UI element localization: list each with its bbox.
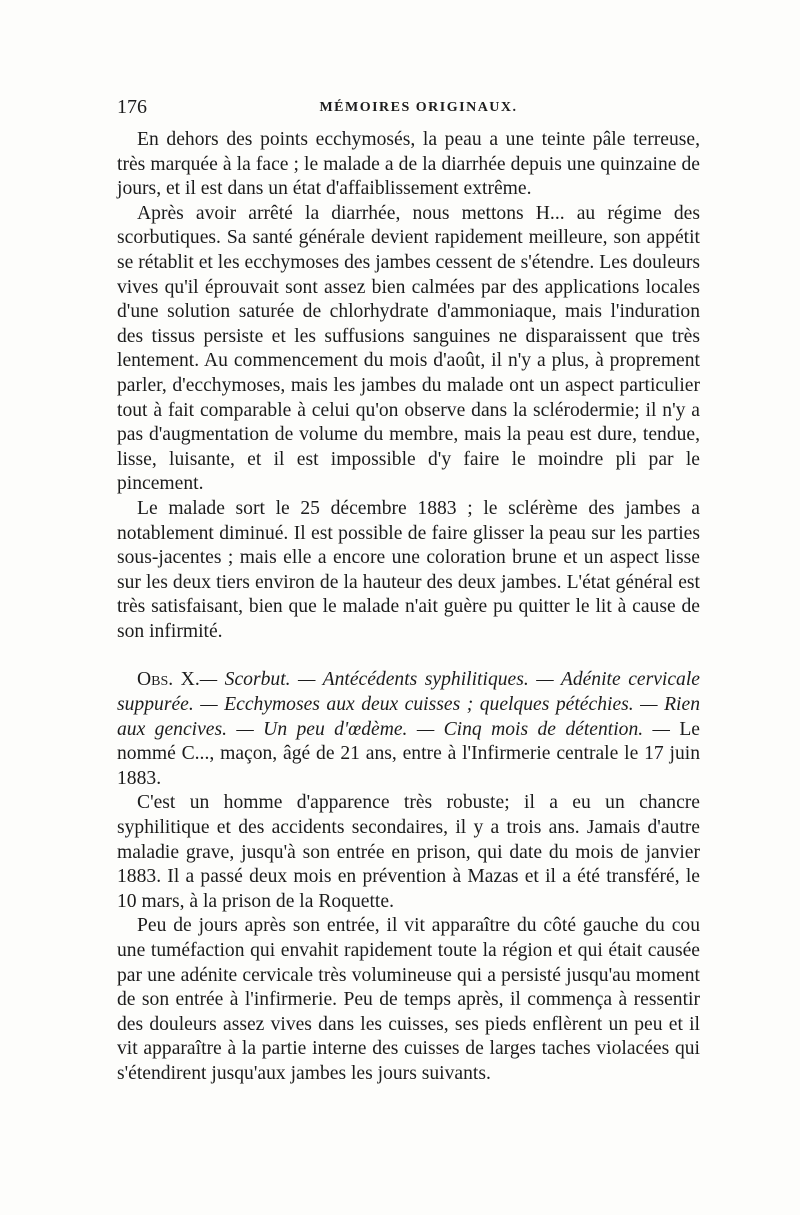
paragraph-2: Après avoir arrêté la diarrhée, nous mettons H... au régime des scorbutiques. Sa santé générale devient rapidement meilleure, son appétit se rétablit et les ecchymoses des jambes cessent de s'étendre. Les douleurs vives qu'il éprouvait sont assez bien calmées par des applications locales d'une solution saturée de chlorhydrate d'ammoniaque, mais l'induration des tissus persiste et les suffusions sanguines ne disparaissent que très lentement. Au commencement du mois d'août, il n'y a plus, à proprement parler, d'ecchymoses, mais les jambes du malade ont un aspect particulier tout à fait comparable à celui qu'on observe dans la sclérodermie; il n'y a pas d'augmentation de volume du membre, mais la peau est dure, tendue, lisse, luisante, et il est impossible d'y faire le moindre pli par le pincement.: [117, 202, 700, 495]
running-title: MÉMOIRES ORIGINAUX.: [319, 100, 518, 115]
paragraph-5: C'est un homme d'apparence très robuste; il a eu un chancre syphilitique et des accidents secondaires, il y a trois ans. Jamais d'autre maladie grave, jusqu'à son entrée en prison, qui date du mois de janvier 1883. Il a passé deux mois en prévention à Mazas et il a été transféré, le 10 mars, à la prison de la Roquette.: [117, 792, 700, 912]
section-gap: [117, 644, 700, 668]
observation-title: — Scorbut. — Antécédents syphilitiques. — Adénite cervicale suppurée. — Ecchymoses aux deux cuisses ; quelques pétéchies. — Rien aux gencives. — Un peu d'œdème. — Cinq mois de détention. —: [117, 669, 700, 740]
observation-heading: [117, 668, 700, 791]
observation-intro: Le nommé C..., maçon, âgé de 21 ans, entre à l'Infirmerie centrale le 17 juin 1883.: [117, 718, 700, 789]
paragraph-1: En dehors des points ecchymosés, la peau a une teinte pâle terreuse, très marquée à la face ; le malade a de la diarrhée depuis une quinzaine de jours, et il est dans un état d'affaiblissement extrême.: [117, 129, 700, 200]
paragraph-3: Le malade sort le 25 décembre 1883 ; le sclérème des jambes a notablement diminué. Il est possible de faire glisser la peau sur les parties sous-jacentes ; mais elle a encore une coloration brune et un aspect lisse sur les deux tiers environ de la hauteur des deux jambes. L'état général est très satisfaisant, bien que le malade n'ait guère pu quitter le lit à cause de son infirmité.: [117, 497, 700, 642]
page-number: 176: [117, 96, 147, 118]
observation-label: Obs. X.: [137, 669, 200, 691]
running-head: [117, 96, 700, 120]
paragraph-6: Peu de jours après son entrée, il vit apparaître du côté gauche du cou une tuméfaction qui envahit rapidement toute la région et qui était causée par une adénite cervicale très volumineuse qui a persisté jusqu'au moment de son entrée à l'infirmerie. Peu de temps après, il commença à ressentir des douleurs assez vives dans les cuisses, ses pieds enflèrent un peu et il vit apparaître à la partie interne des cuisses de larges taches violacées qui s'étendirent jusqu'aux jambes les jours suivants.: [117, 915, 700, 1084]
body-text: [117, 128, 700, 1087]
